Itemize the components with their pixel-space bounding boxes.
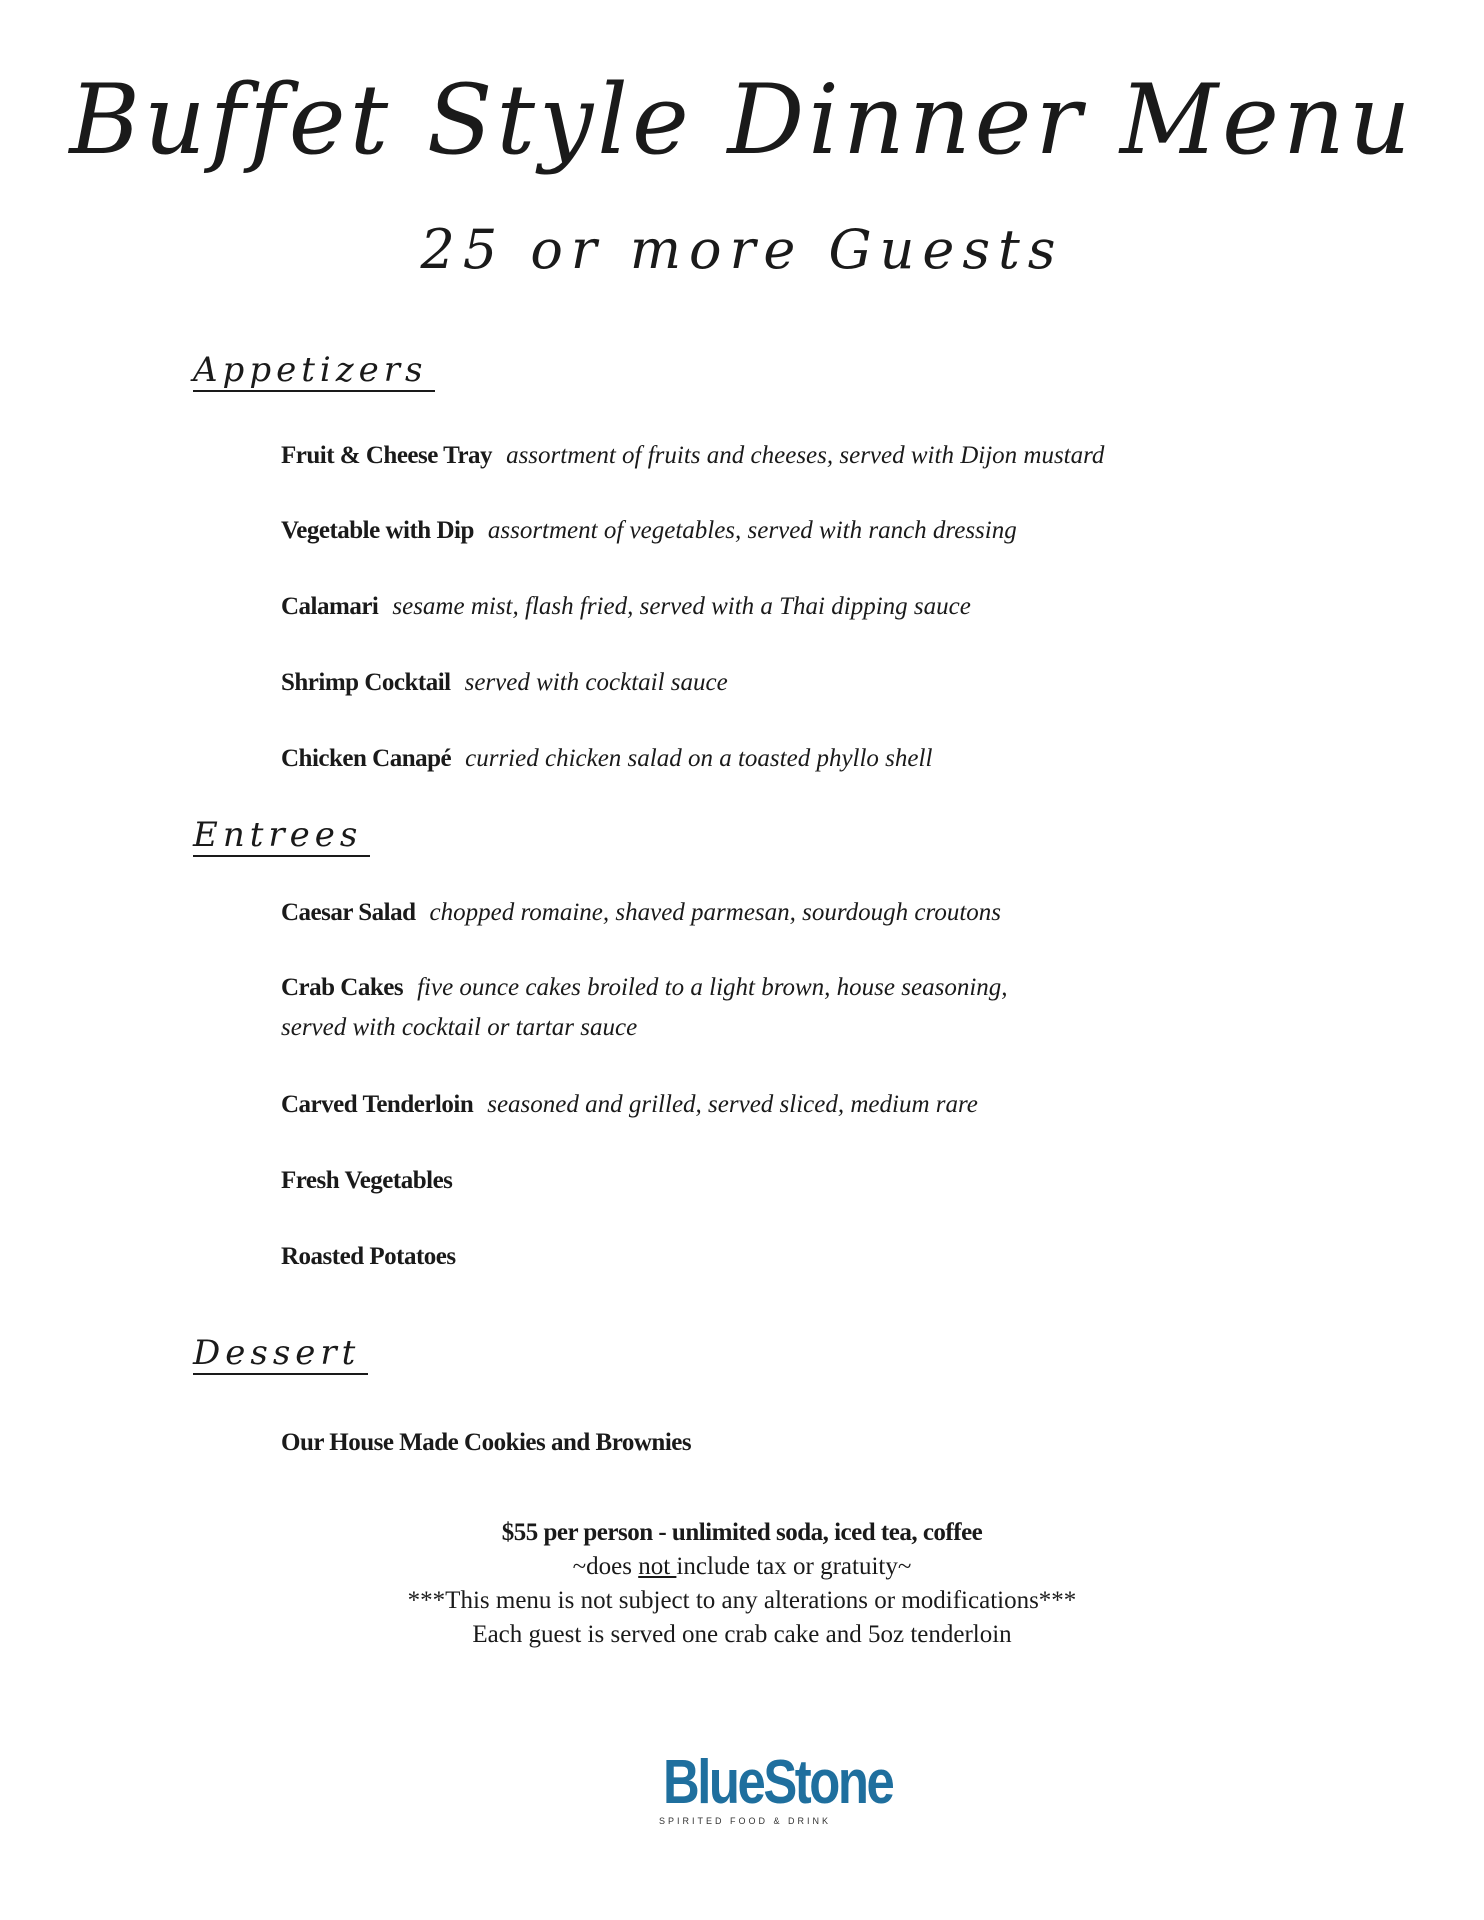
item-name: Roasted Potatoes <box>281 1243 456 1270</box>
item-name: Fresh Vegetables <box>281 1167 453 1194</box>
item-name: Our House Made Cookies and Brownies <box>281 1429 692 1456</box>
item-name: Fruit & Cheese Tray <box>281 442 493 469</box>
menu-item <box>281 587 1281 627</box>
tax-note <box>0 1550 1484 1584</box>
menu-item <box>281 739 1281 779</box>
serving-note: Each guest is served one crab cake and 5oz tenderloin <box>472 1621 1012 1648</box>
menu-item <box>281 663 1281 703</box>
tax-note-not: not <box>638 1553 677 1580</box>
policy-note: ***This menu is not subject to any alterations or modifications*** <box>407 1587 1077 1614</box>
item-description: chopped romaine, shaved parmesan, sourdough croutons <box>429 899 1002 926</box>
menu-item <box>281 1161 1281 1201</box>
item-name: Crab Cakes <box>281 974 404 1001</box>
section-heading-dessert: Dessert <box>193 1333 368 1375</box>
menu-item <box>281 1085 1281 1125</box>
menu-item <box>281 511 1281 551</box>
tax-note-post: include tax or gratuity~ <box>676 1553 912 1580</box>
item-name: Chicken Canapé <box>281 745 452 772</box>
item-description: curried chicken salad on a toasted phyllo shell <box>465 745 933 772</box>
menu-item <box>281 1423 1281 1463</box>
item-name: Shrimp Cocktail <box>281 669 451 696</box>
menu-item <box>281 968 1281 1048</box>
menu-subtitle: 25 or more Guests <box>420 218 1064 281</box>
section-heading-appetizers: Appetizers <box>193 350 435 392</box>
price-text: $55 per person - unlimited soda, iced tea, coffee <box>501 1519 983 1546</box>
section-heading-entrees: Entrees <box>193 815 370 857</box>
item-name: Caesar Salad <box>281 899 416 926</box>
item-description: five ounce cakes broiled to a light brown, house seasoning, <box>417 974 1008 1001</box>
tax-note-pre: ~does <box>572 1553 639 1580</box>
menu-item <box>281 1237 1281 1277</box>
item-description: served with cocktail sauce <box>464 669 728 696</box>
item-description: sesame mist, flash fried, served with a Thai dipping sauce <box>392 593 971 620</box>
bluestone-logo <box>645 1748 893 1826</box>
item-description: assortment of vegetables, served with ranch dressing <box>487 517 1017 544</box>
logo-wordmark: BlueStone <box>663 1748 893 1817</box>
item-name: Calamari <box>281 593 379 620</box>
item-description: assortment of fruits and cheeses, served with Dijon mustard <box>506 442 1105 469</box>
item-name: Vegetable with Dip <box>281 517 474 544</box>
item-name: Carved Tenderloin <box>281 1091 474 1118</box>
pricing-line <box>0 1516 1484 1550</box>
menu-title: Buffet Style Dinner Menu <box>69 64 1415 176</box>
item-description-continued: served with cocktail or tartar sauce <box>281 1014 638 1041</box>
logo-tagline: SPIRITED FOOD & DRINK <box>658 1816 831 1826</box>
menu-item <box>281 893 1281 933</box>
menu-item <box>281 436 1281 476</box>
item-description: seasoned and grilled, served sliced, medium rare <box>487 1091 978 1118</box>
